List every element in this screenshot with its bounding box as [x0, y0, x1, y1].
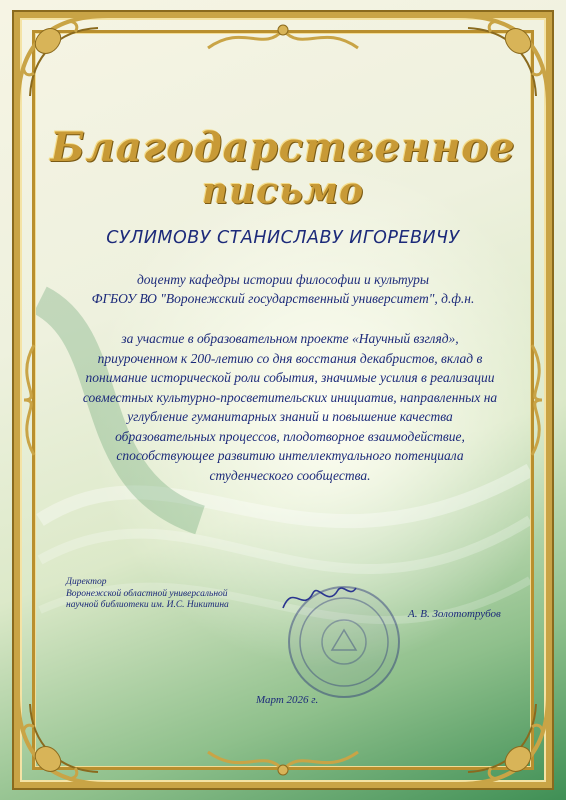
- body-line: углубление гуманитарных знаний и повышение качества: [127, 409, 453, 424]
- document-title-line1: Благодарственное: [50, 124, 516, 171]
- signer-name: А. В. Золототрубов: [408, 608, 501, 620]
- body-line: понимание исторической роли события, значимые усилия в реализации: [85, 370, 495, 385]
- ornament-corner-bottom-left: [8, 684, 118, 794]
- ornament-corner-top-left: [8, 6, 118, 116]
- ornament-left-center: [14, 340, 44, 460]
- document-title-line2: письмо: [201, 170, 365, 212]
- signer-line: научной библиотеки им. И.С. Никитина: [66, 600, 229, 610]
- ornament-corner-bottom-right: [448, 684, 558, 794]
- signer-line: Директор: [66, 577, 107, 587]
- ornament-right-center: [522, 340, 552, 460]
- body-line: способствующее развитию интеллектуального потенциала: [116, 448, 464, 463]
- gratitude-text: [60, 329, 520, 485]
- handwritten-signature: [278, 578, 358, 618]
- recipient-position: [40, 270, 526, 308]
- ornament-corner-top-right: [448, 6, 558, 116]
- body-line: совместных культурно-просветительских инициатив, направленных на: [82, 389, 498, 405]
- signer-line: Воронежской областной универсальной: [66, 588, 228, 599]
- body-line: приуроченном к 200-летию со дня восстания декабристов, вклад в: [97, 350, 483, 366]
- body-line: за участие в образовательном проекте «Научный взгляд»,: [121, 331, 459, 346]
- document-date: Март 2026 г.: [256, 694, 319, 706]
- position-line: ФГБОУ ВО "Воронежский государственный университет", д.ф.н.: [91, 291, 475, 306]
- ornament-top-center: [203, 18, 363, 58]
- signer-title: [66, 577, 296, 612]
- ornament-bottom-center: [203, 742, 363, 782]
- body-line: студенческого сообщества.: [209, 467, 371, 483]
- body-line: образовательных процессов, плодотворное взаимодействие,: [115, 428, 465, 444]
- recipient-name: СУЛИМОВУ СТАНИСЛАВУ ИГОРЕВИЧУ: [106, 228, 460, 248]
- position-line: доценту кафедры истории философии и культуры: [136, 272, 430, 287]
